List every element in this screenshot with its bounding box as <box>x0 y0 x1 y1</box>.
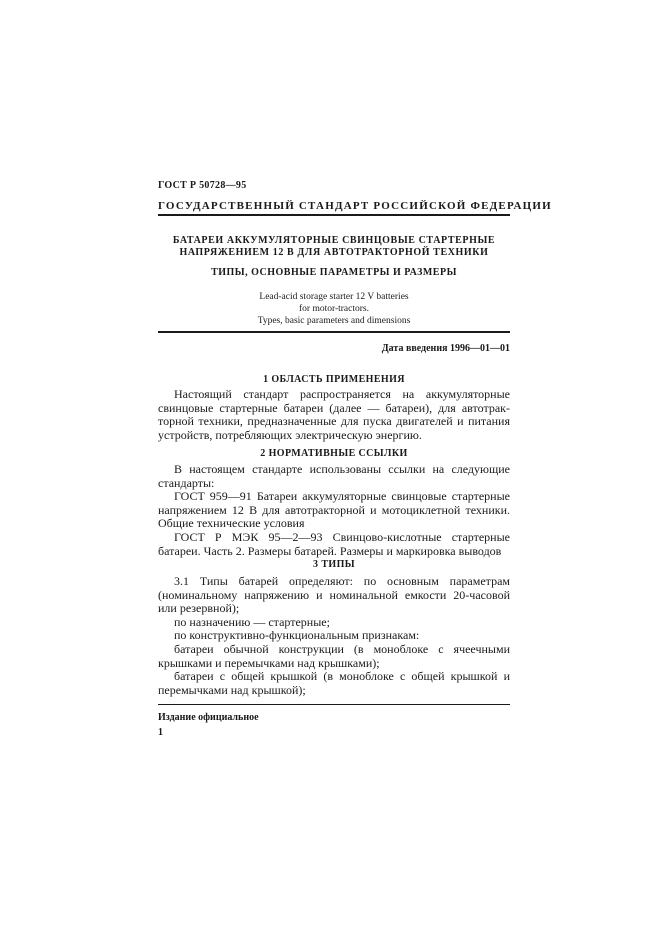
title-en-line: Types, basic parameters and dimensions <box>257 316 411 326</box>
text-line: по конструктивно-функциональным признакам: <box>174 628 420 643</box>
document-title-en <box>158 291 510 327</box>
document-title-ru <box>158 235 510 259</box>
text-line: напряжением 12 В для автотракторной и мотоциклетной техники. <box>158 502 510 517</box>
text-line: Общие технические условия <box>158 516 305 531</box>
text-line: по назначению — стартерные; <box>174 614 330 629</box>
title-ru-line: БАТАРЕИ АККУМУЛЯТОРНЫЕ СВИНЦОВЫЕ СТАРТЕРНЫЕ <box>172 235 496 246</box>
document-code: ГОСТ Р 50728—95 <box>158 180 247 191</box>
text-line: или резервной); <box>158 601 240 616</box>
text-line: крышками и перемычками над крышками); <box>158 655 380 670</box>
title-en-line: Lead-acid storage starter 12 V batteries <box>259 292 409 302</box>
text-line: ГОСТ Р МЭК 95—2—93 Свинцово-кислотные стартерные <box>174 529 510 544</box>
header-rule <box>158 214 510 216</box>
text-line: батареи с общей крышкой (в моноблоке с общей крышкой и <box>174 669 510 684</box>
text-line: торной техники, предназначенные для пуска двигателей и питания <box>158 414 510 429</box>
section-2-heading: 2 НОРМАТИВНЫЕ ССЫЛКИ <box>260 448 408 459</box>
text-line: устройств, потребляющих электрическую энергию. <box>158 427 422 442</box>
text-line: ГОСТ 959—91 Батареи аккумуляторные свинцовые стартерные <box>174 489 510 504</box>
section-1-body <box>158 388 510 442</box>
section-3-heading: 3 ТИПЫ <box>313 559 355 570</box>
introduction-date: Дата введения 1996—01—01 <box>381 343 510 354</box>
footer-rule <box>158 704 510 705</box>
page-number: 1 <box>158 727 163 738</box>
text-line: перемычками над крышкой); <box>158 682 306 697</box>
text-line: 3.1 Типы батарей определяют: по основным параметрам <box>174 574 510 588</box>
section-2-body <box>158 463 510 558</box>
text-line: В настоящем стандарте использованы ссылки на следующие <box>174 462 510 476</box>
text-line: стандарты: <box>158 475 215 490</box>
section-1-heading: 1 ОБЛАСТЬ ПРИМЕНЕНИЯ <box>263 374 405 385</box>
state-standard-title: ГОСУДАРСТВЕННЫЙ СТАНДАРТ РОССИЙСКОЙ ФЕДЕРАЦИИ <box>158 200 552 212</box>
title-en-line: for motor-tractors. <box>299 304 369 314</box>
text-line: свинцовые стартерные батареи (далее — батареи), для автотрак- <box>158 400 510 415</box>
text-line: батареи обычной конструкции (в моноблоке с ячеечными <box>174 641 510 656</box>
text-line: Настоящий стандарт распространяется на аккумуляторные <box>174 387 510 401</box>
section-3-body <box>158 575 510 697</box>
official-edition-note: Издание официальное <box>158 712 259 723</box>
title-ru-line: НАПРЯЖЕНИЕМ 12 В ДЛЯ АВТОТРАКТОРНОЙ ТЕХНИКИ <box>179 247 489 258</box>
text-line: (номинальному напряжению и номинальной емкости 20-часовой <box>158 587 510 602</box>
title-rule <box>158 331 510 333</box>
text-line: батареи. Часть 2. Размеры батарей. Размеры и маркировка выводов <box>158 543 502 558</box>
document-subtitle-ru: ТИПЫ, ОСНОВНЫЕ ПАРАМЕТРЫ И РАЗМЕРЫ <box>211 267 457 278</box>
